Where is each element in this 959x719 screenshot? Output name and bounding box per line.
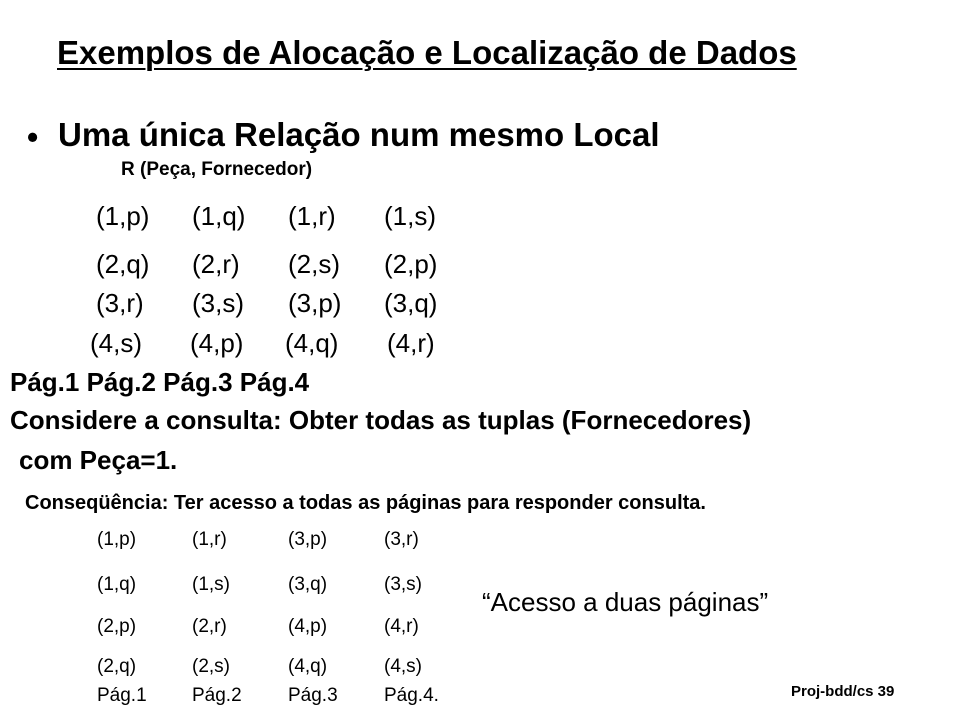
table1-cell: (2,p) [384, 249, 438, 279]
slide-title: Exemplos de Alocação e Localização de Dados [57, 34, 797, 71]
table2-page-label: Pág.2 [192, 685, 242, 706]
table2-cell: (3,s) [384, 574, 422, 595]
table2-cell: (1,p) [97, 529, 137, 550]
table2-cell: (3,p) [288, 529, 328, 550]
table2-cell: (4,s) [384, 656, 422, 677]
query-line-2: com Peça=1. [19, 445, 178, 475]
slide-footer: Proj-bdd/cs 39 [791, 683, 895, 700]
table2-page-label: Pág.3 [288, 685, 338, 706]
table2-page-label: Pág.1 [97, 685, 147, 706]
table2-cell: (3,q) [288, 574, 328, 595]
bullet-icon: • [27, 119, 39, 155]
table2-cell: (2,p) [97, 616, 137, 637]
table1-cell: (4,s) [90, 328, 142, 358]
table2-cell: (2,s) [192, 656, 230, 677]
table2-cell: (1,q) [97, 574, 137, 595]
table2-cell: (2,r) [192, 616, 227, 637]
table2-cell: (1,s) [192, 574, 230, 595]
table2-cell: (4,q) [288, 656, 328, 677]
table2-cell: (1,r) [192, 529, 227, 550]
table1-cell: (2,q) [96, 249, 150, 279]
table2-cell: (4,r) [384, 616, 419, 637]
table2-cell: (4,p) [288, 616, 328, 637]
table1-cell: (1,p) [96, 201, 150, 231]
table1-cell: (2,s) [288, 249, 340, 279]
bullet-heading: Uma única Relação num mesmo Local [58, 116, 660, 153]
table1-cell: (3,r) [96, 288, 144, 318]
table1-cell: (2,r) [192, 249, 240, 279]
table2-page-label: Pág.4. [384, 685, 439, 706]
pages-line: Pág.1 Pág.2 Pág.3 Pág.4 [10, 367, 310, 397]
table1-cell: (1,q) [192, 201, 246, 231]
table1-cell: (4,q) [285, 328, 339, 358]
query-line-1: Considere a consulta: Obter todas as tuplas (Fornecedores) [10, 405, 752, 435]
table1-cell: (1,s) [384, 201, 436, 231]
table1-cell: (3,q) [384, 288, 438, 318]
table1-cell: (4,r) [387, 328, 435, 358]
table2-cell: (3,r) [384, 529, 419, 550]
table1-cell: (3,s) [192, 288, 244, 318]
quote-text: “Acesso a duas páginas” [482, 587, 769, 617]
table1-cell: (4,p) [190, 328, 244, 358]
table2-cell: (2,q) [97, 656, 137, 677]
table1-cell: (1,r) [288, 201, 336, 231]
consequence-text: Conseqüência: Ter acesso a todas as páginas para responder consulta. [25, 492, 706, 514]
table1-cell: (3,p) [288, 288, 342, 318]
relation-schema: R (Peça, Fornecedor) [121, 159, 313, 180]
